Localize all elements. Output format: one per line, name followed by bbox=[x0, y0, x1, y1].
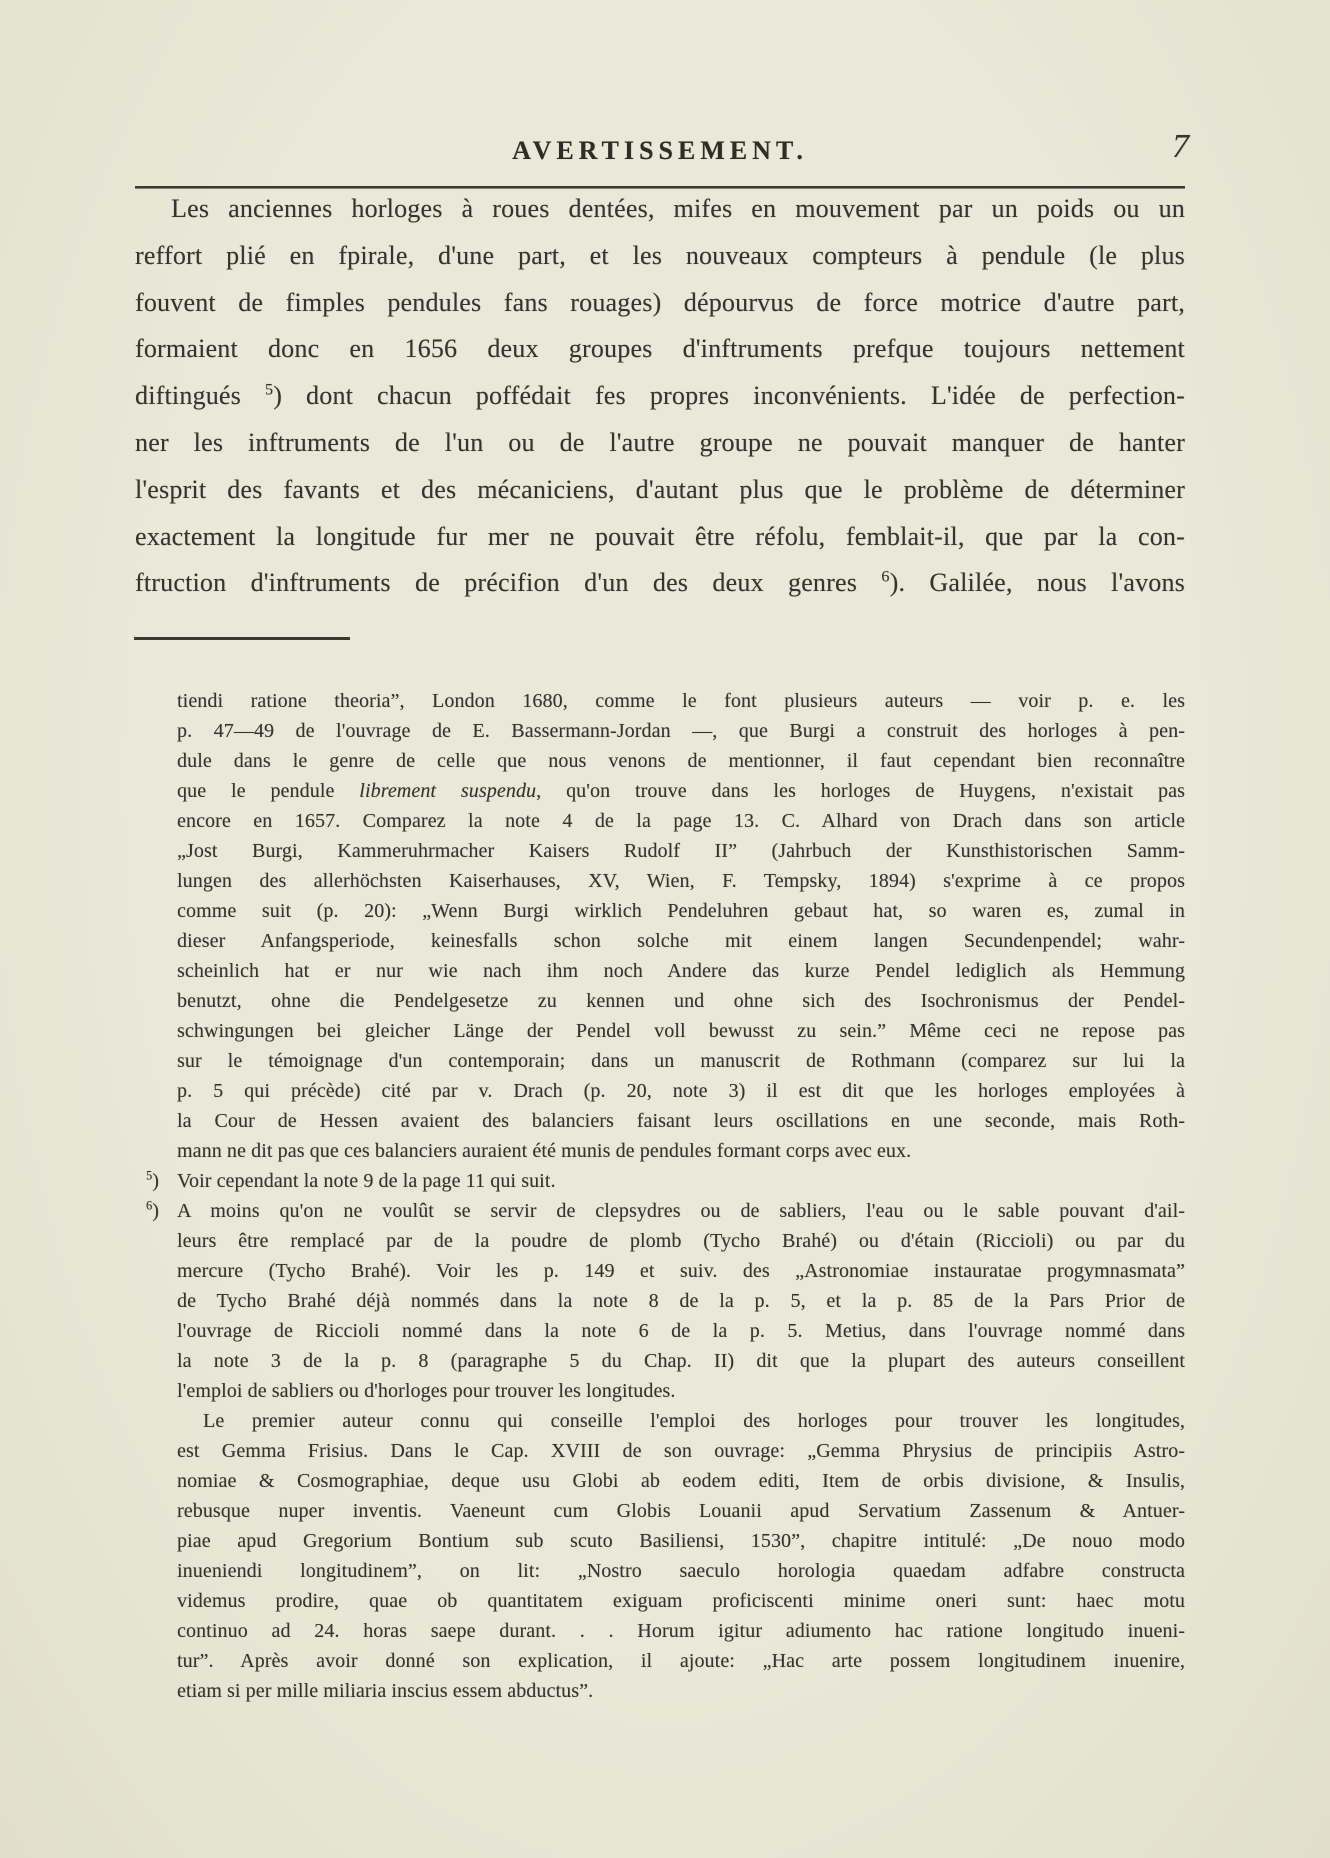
text-line: piae apud Gregorium Bontium sub scuto Basiliensi, 1530”, chapitre intitulé: „De nouo modo bbox=[177, 1530, 1185, 1552]
text-line: Voir cependant la note 9 de la page 11 qui suit. bbox=[177, 1170, 556, 1192]
text-line: diftingués $^5$) dont chacun poffédait fes propres inconvénients. L'idée de perfection- bbox=[135, 381, 1185, 411]
text-line: A moins qu'on ne voulût se servir de clepsydres ou de sabliers, l'eau ou le sable pouvant d'ail- bbox=[177, 1200, 1185, 1222]
text-line: ftruction d'inftruments de précifion d'un des deux genres $^6$). Galilée, nous l'avons bbox=[135, 568, 1185, 598]
footnote-6-marker: $^6$) bbox=[146, 1198, 160, 1222]
text-line: scheinlich hat er nur wie nach ihm noch Andere das kurze Pendel lediglich als Hemmung bbox=[177, 960, 1185, 982]
footnote-6-paragraph-2-lines bbox=[177, 1406, 1185, 1676]
text-line: mann ne dit pas que ces balanciers auraient été munis de pendules formant corps avec eux. bbox=[177, 1140, 912, 1162]
page-number: 7 bbox=[1172, 128, 1189, 165]
footnote-4-lines bbox=[177, 686, 1185, 1136]
footnote-6-paragraph-2 bbox=[177, 1406, 1185, 1706]
text-line: que le pendule librement suspendu, qu'on trouve dans les horloges de Huygens, n'existait pas bbox=[177, 780, 1185, 802]
text-line: de Tycho Brahé déjà nommés dans la note 8 de la p. 5, et la p. 85 de la Pars Prior de bbox=[177, 1290, 1185, 1312]
footnotes-block bbox=[146, 686, 1185, 1706]
footnote-6 bbox=[146, 1196, 1185, 1706]
text-line: ner les inftruments de l'un ou de l'autre groupe ne pouvait manquer de hanter bbox=[135, 427, 1185, 457]
running-title: AVERTISSEMENT. bbox=[512, 136, 808, 165]
text-line: la note 3 de la p. 8 (paragraphe 5 du Chap. II) dit que la plupart des auteurs conseillent bbox=[177, 1350, 1185, 1372]
text-line: sur le témoignage d'un contemporain; dans un manuscrit de Rothmann (comparez sur lui la bbox=[177, 1050, 1185, 1072]
text-line: tur”. Après avoir donné son explication, il ajoute: „Hac arte possem longitudinem inuenire, bbox=[177, 1650, 1185, 1672]
text-line: reffort plié en fpirale, d'une part, et les nouveaux compteurs à pendule (le plus bbox=[135, 240, 1185, 270]
text-line: nomiae & Cosmographiae, deque usu Globi ab eodem editi, Item de orbis divisione, & Insulis, bbox=[177, 1470, 1185, 1492]
text-line: videmus prodire, quae ob quantitatem exiguam proficiscenti minime oneri sunt: haec motu bbox=[177, 1590, 1185, 1612]
text-line: l'ouvrage de Riccioli nommé dans la note 6 de la p. 5. Metius, dans l'ouvrage nommé dans bbox=[177, 1320, 1185, 1342]
text-line: l'esprit des favants et des mécaniciens, d'autant plus que le problème de déterminer bbox=[135, 474, 1185, 504]
footnote-4-continuation bbox=[177, 686, 1185, 1166]
text-line: benutzt, ohne die Pendelgesetze zu kennen und ohne sich des Isochronismus der Pendel- bbox=[177, 990, 1185, 1012]
text-line: schwingungen bei gleicher Länge der Pendel voll bewusst zu sein.” Même ceci ne repose pas bbox=[177, 1020, 1185, 1042]
text-line: formaient donc en 1656 deux groupes d'inftruments prefque toujours nettement bbox=[135, 334, 1185, 364]
footnote-6-lines bbox=[177, 1196, 1185, 1376]
text-line: dieser Anfangsperiode, keinesfalls schon solche mit einem langen Secundenpendel; wahr- bbox=[177, 930, 1185, 952]
footnote-5-marker: $^5$) bbox=[146, 1168, 160, 1192]
page-header bbox=[135, 128, 1189, 166]
text-line: lungen des allerhöchsten Kaiserhauses, XV, Wien, F. Tempsky, 1894) s'exprime à ce propos bbox=[177, 870, 1185, 892]
text-line: l'emploi de sabliers ou d'horloges pour trouver les longitudes. bbox=[177, 1380, 676, 1402]
text-line: leurs être remplacé par de la poudre de plomb (Tycho Brahé) ou d'étain (Riccioli) ou par du bbox=[177, 1230, 1185, 1252]
text-line: Les anciennes horloges à roues dentées, mifes en mouvement par un poids ou un bbox=[171, 194, 1185, 223]
text-line: est Gemma Frisius. Dans le Cap. XVIII de son ouvrage: „Gemma Phrysius de principiis Astro- bbox=[177, 1440, 1185, 1462]
text-line: exactement la longitude fur mer ne pouvait être réfolu, femblait-il, que par la con- bbox=[135, 521, 1185, 551]
text-line: encore en 1657. Comparez la note 4 de la page 13. C. Alhard von Drach dans son article bbox=[177, 810, 1185, 832]
main-paragraph bbox=[135, 186, 1185, 607]
text-line: mercure (Tycho Brahé). Voir les p. 149 et suiv. des „Astronomiae instauratae progymnasmata” bbox=[177, 1260, 1185, 1282]
text-line: rebusque nuper inventis. Vaeneunt cum Globis Louanii apud Servatium Zassenum & Antuer- bbox=[177, 1500, 1185, 1522]
text-line: p. 5 qui précède) cité par v. Drach (p. 20, note 3) il est dit que les horloges employées à bbox=[177, 1080, 1185, 1102]
text-line: fouvent de fimples pendules fans rouages) dépourvus de force motrice d'autre part, bbox=[135, 287, 1185, 317]
text-line: inueniendi longitudinem”, on lit: „Nostro saeculo horologia quaedam adfabre constructa bbox=[177, 1560, 1185, 1582]
text-line: p. 47—49 de l'ouvrage de E. Bassermann-Jordan —, que Burgi a construit des horloges à pen- bbox=[177, 720, 1185, 742]
footnote-5 bbox=[146, 1166, 1185, 1196]
text-line: dule dans le genre de celle que nous venons de mentionner, il faut cependant bien reconnaître bbox=[177, 750, 1185, 772]
text-line: la Cour de Hessen avaient des balanciers faisant leurs oscillations en une seconde, mais Roth- bbox=[177, 1110, 1185, 1132]
text-line: etiam si per mille miliaria inscius essem abductus”. bbox=[177, 1680, 594, 1702]
footnote-separator bbox=[134, 637, 350, 640]
text-line: tiendi ratione theoria”, London 1680, comme le font plusieurs auteurs — voir p. e. les bbox=[177, 690, 1185, 712]
text-line: Le premier auteur connu qui conseille l'emploi des horloges pour trouver les longitudes, bbox=[203, 1410, 1185, 1432]
text-line: comme suit (p. 20): „Wenn Burgi wirklich Pendeluhren gebaut hat, so waren es, zumal in bbox=[177, 900, 1185, 922]
text-line: continuo ad 24. horas saepe durant. . . Horum igitur adiumento hac ratione longitudo inueni- bbox=[177, 1620, 1185, 1642]
text-line: „Jost Burgi, Kammeruhrmacher Kaisers Rudolf II” (Jahrbuch der Kunsthistorischen Samm- bbox=[177, 840, 1185, 862]
